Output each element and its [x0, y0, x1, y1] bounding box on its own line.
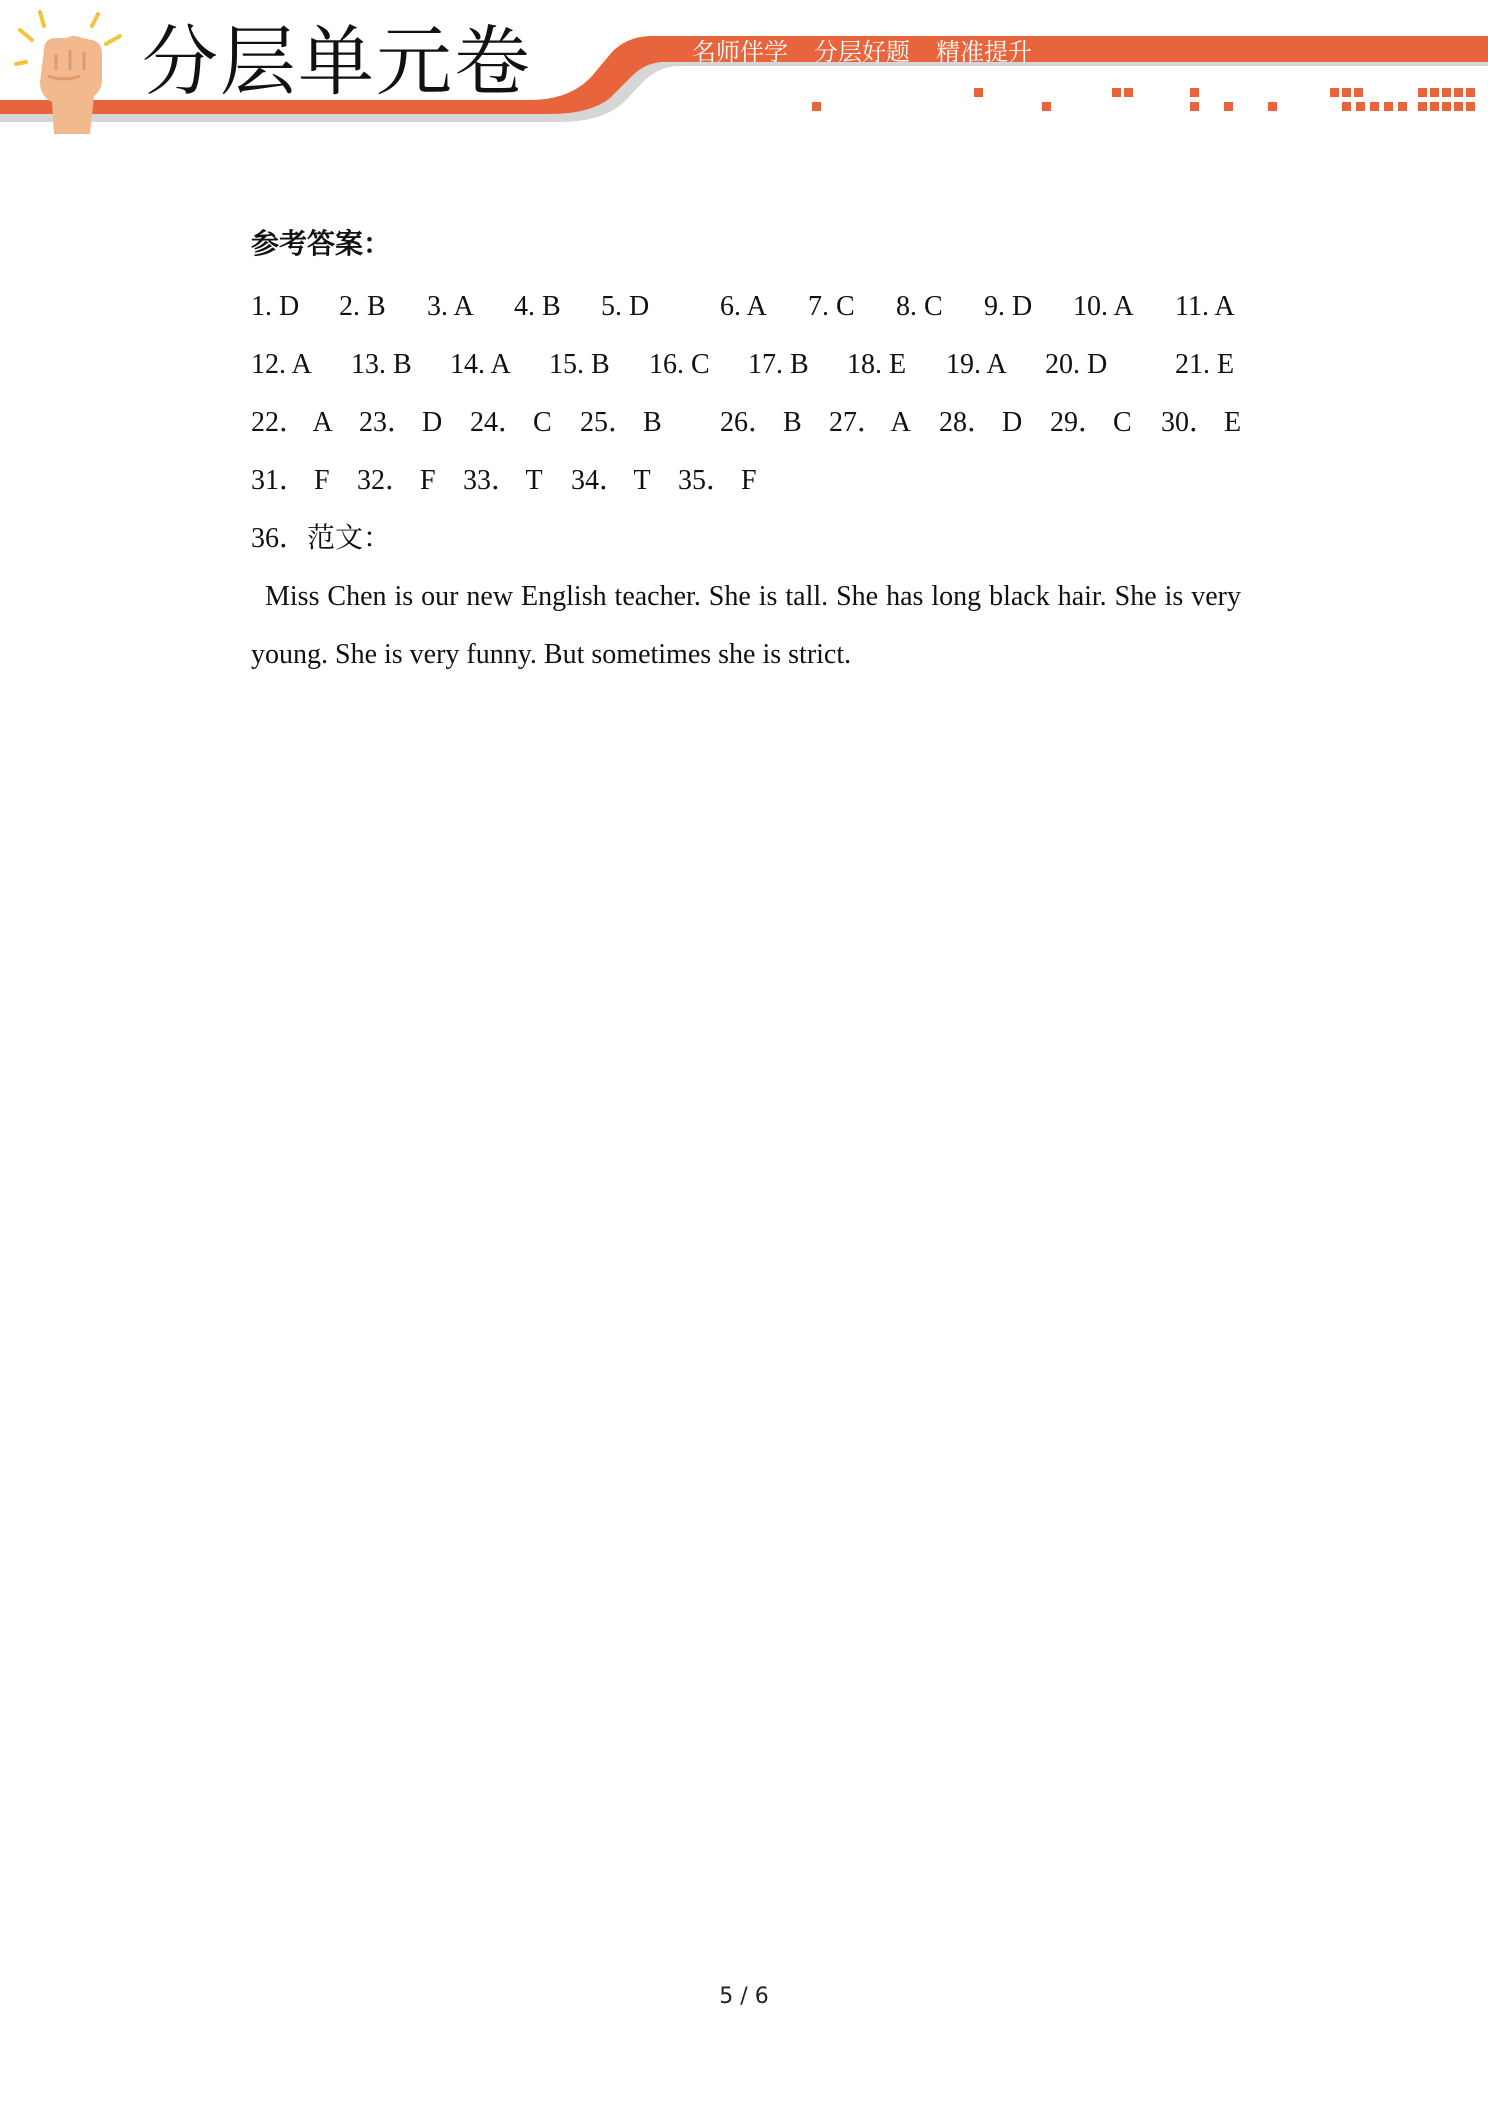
- answer-item: 8. C: [896, 291, 943, 322]
- answer-item: 23． D: [359, 407, 443, 438]
- answer-item: 15. B: [549, 349, 610, 380]
- answer-item: 32． F: [357, 465, 436, 496]
- answer-item: 27． A: [829, 407, 911, 438]
- answer-row: [251, 336, 1241, 394]
- answer-item: 18. E: [847, 349, 907, 380]
- answer-item: 3. A: [427, 291, 474, 322]
- answer-item: 14. A: [450, 349, 511, 380]
- answer-item: 4. B: [514, 291, 561, 322]
- decor-squares: [812, 88, 1475, 111]
- answer-item: 33． T: [463, 465, 543, 496]
- page-header: [0, 0, 1488, 140]
- answer-item: 5. D: [601, 291, 650, 322]
- answer-item: 21. E: [1175, 349, 1235, 380]
- answer-item: 2. B: [339, 291, 386, 322]
- answer-item: 20. D: [1045, 349, 1108, 380]
- answer-item: 28． D: [939, 407, 1023, 438]
- answer-row: [251, 452, 1241, 510]
- answer-item: 17. B: [748, 349, 809, 380]
- answer-item: 26． B: [720, 407, 802, 438]
- answer-item: 1. D: [251, 291, 300, 322]
- slogan-1: 名师伴学: [692, 38, 788, 66]
- answer-item: 25． B: [580, 407, 662, 438]
- model-essay: Miss Chen is our new English teacher. She is tall. She has long black hair. She is very young. She is very funny. But sometimes she is strict.: [251, 581, 1241, 670]
- answer-item: 31． F: [251, 465, 330, 496]
- answer-section: [251, 220, 1241, 684]
- answer-item: 12. A: [251, 349, 312, 380]
- answer-item: 7. C: [808, 291, 855, 322]
- answer-item: 19. A: [946, 349, 1007, 380]
- answer-item: 35． F: [678, 465, 757, 496]
- raised-fist-icon: [14, 10, 124, 135]
- answer-item: 24． C: [470, 407, 552, 438]
- answer-item: 34． T: [571, 465, 651, 496]
- slogan-3: 精准提升: [936, 38, 1032, 66]
- answer-item: 29． C: [1050, 407, 1132, 438]
- answer-item: 16. C: [649, 349, 710, 380]
- page-number: 5 / 6: [719, 1984, 769, 2009]
- answer-item: 6. A: [720, 291, 767, 322]
- answer-item: 30． E: [1161, 407, 1242, 438]
- answer-row: [251, 278, 1241, 336]
- answer-item: 22． A: [251, 407, 333, 438]
- answer-item: 13. B: [351, 349, 412, 380]
- answer-row: [251, 394, 1241, 452]
- answer-item: 9. D: [984, 291, 1033, 322]
- slogan-2: 分层好题: [814, 38, 910, 66]
- brand-title: 分层单元卷: [142, 17, 532, 106]
- header-slogan: [692, 36, 1058, 68]
- answers-heading: 参考答案：: [251, 227, 392, 260]
- answer-item: 10. A: [1073, 291, 1134, 322]
- essay-label: 36．范文：: [251, 523, 392, 554]
- answer-item: 11. A: [1175, 291, 1235, 322]
